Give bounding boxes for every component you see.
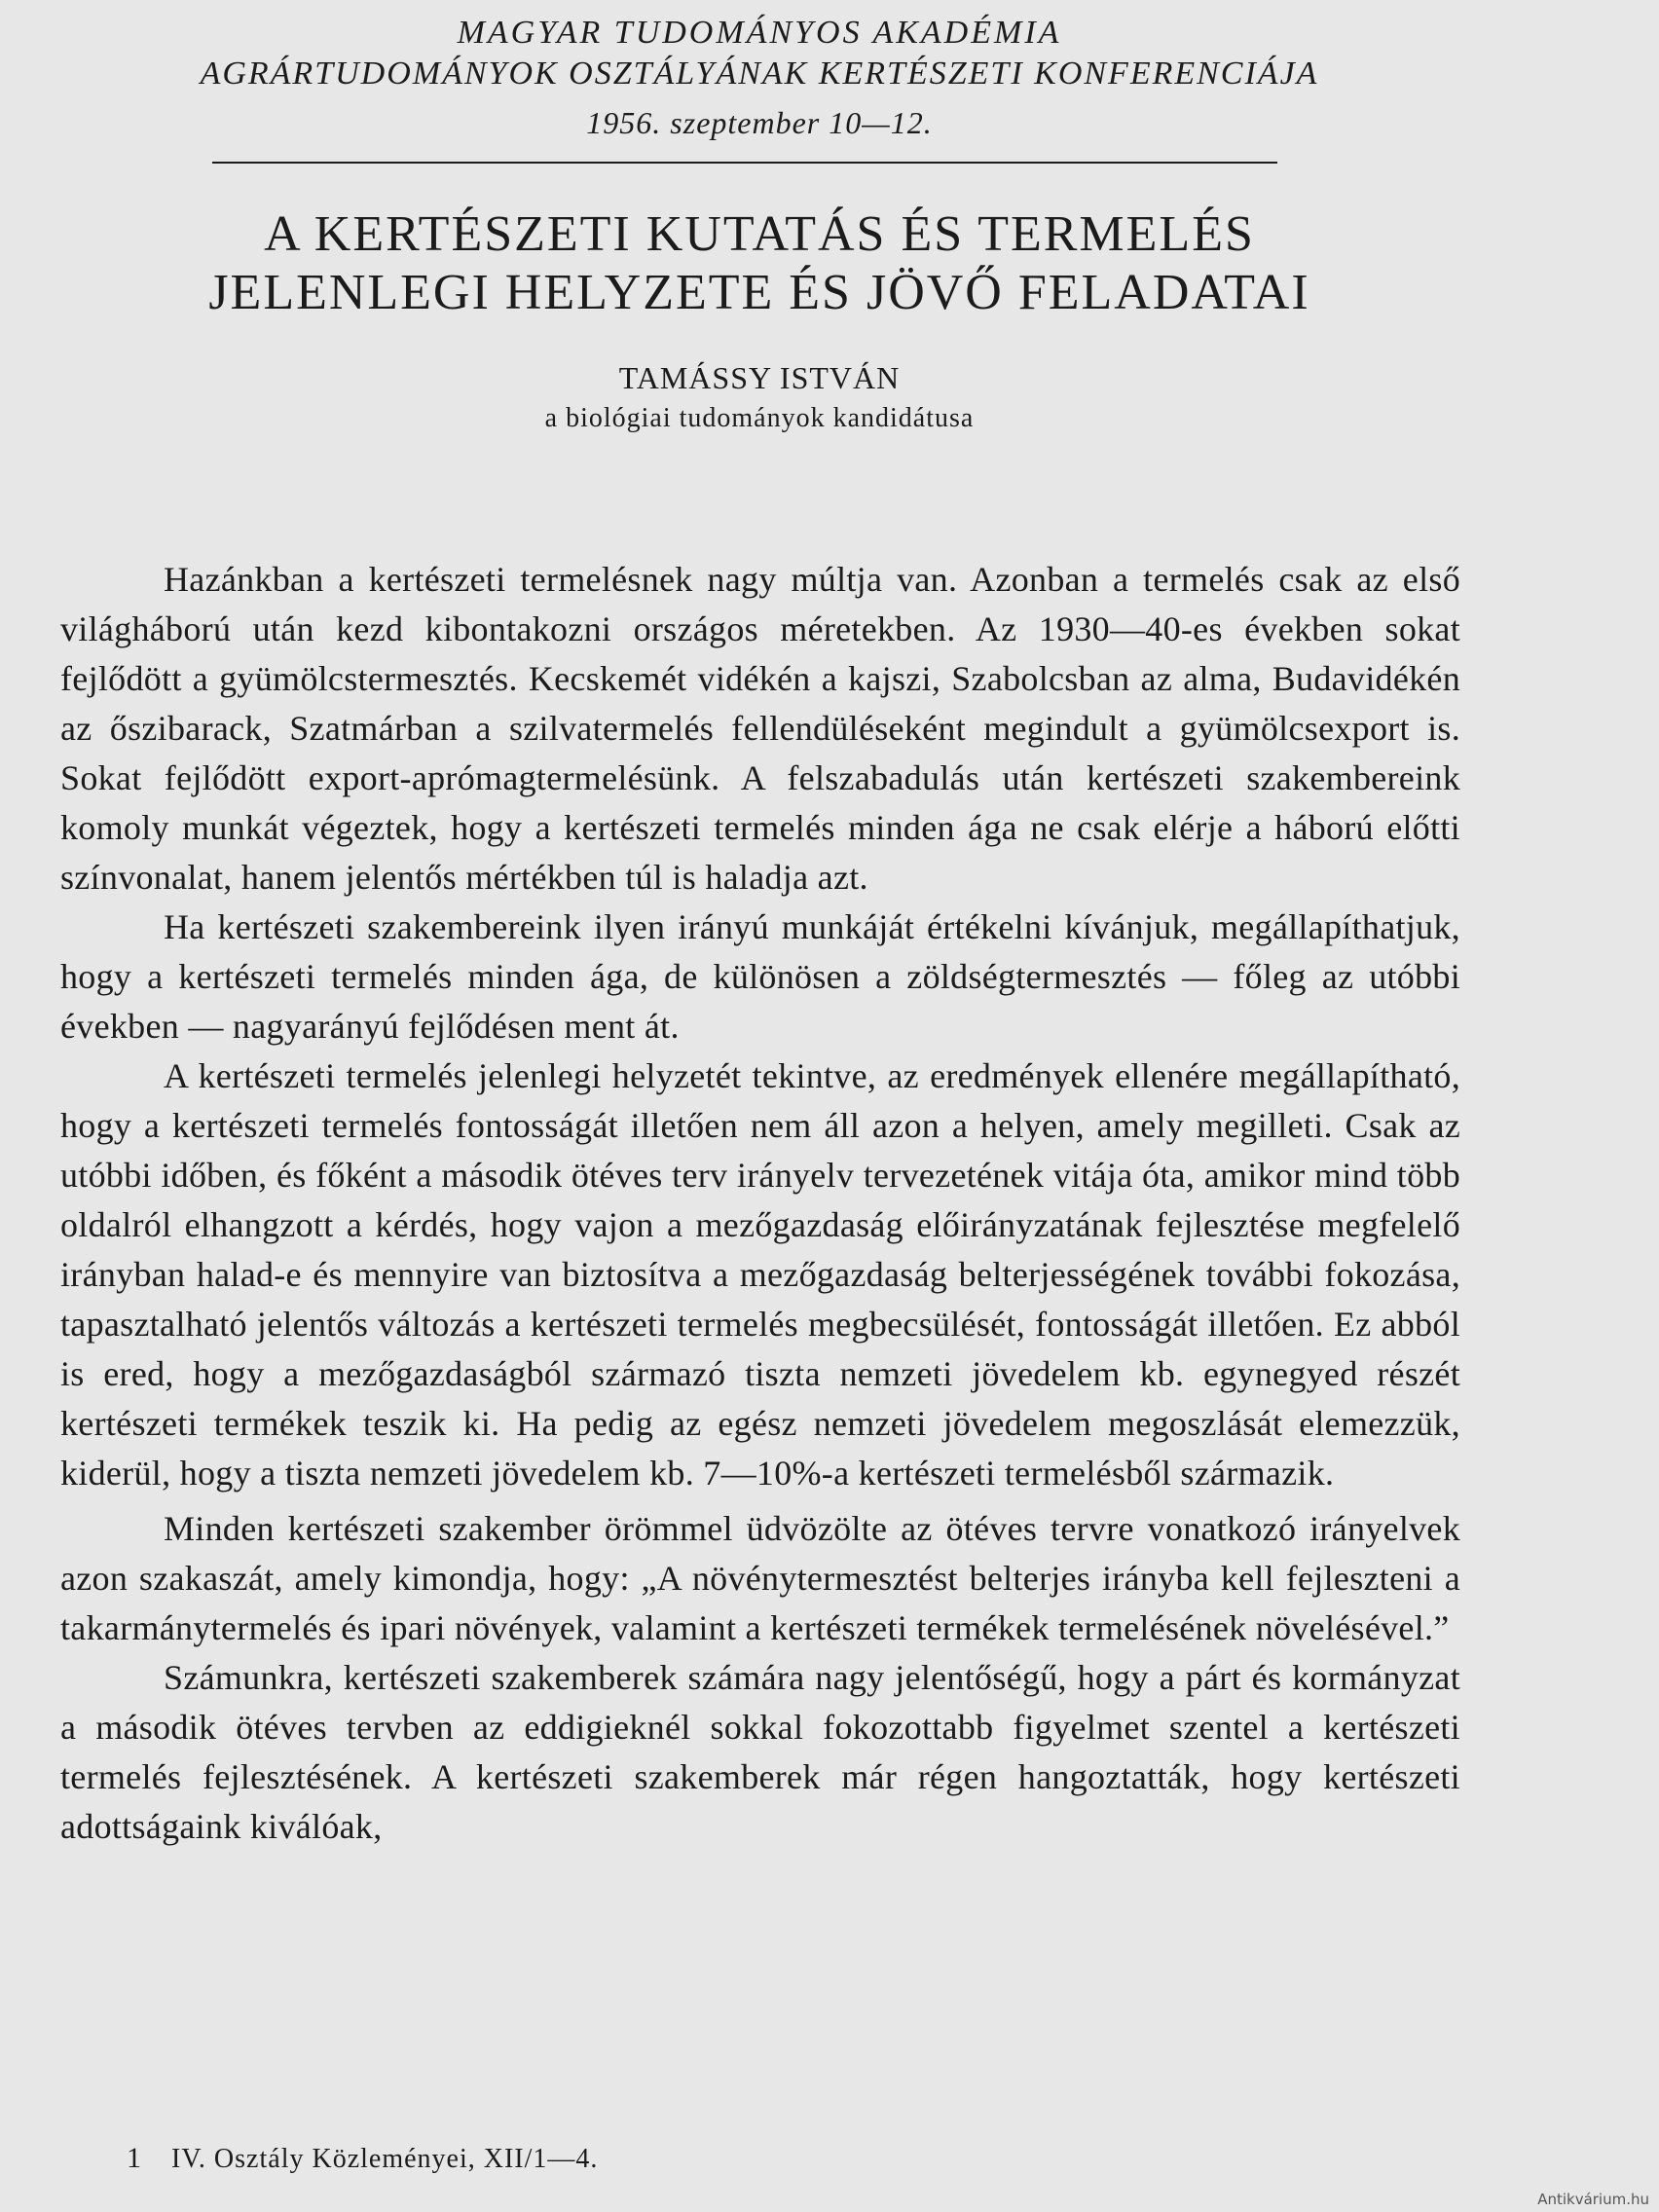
- article-title-line2: JELENLEGI HELYZETE ÉS JÖVŐ FELADATAI: [208, 265, 1310, 320]
- paragraph-2: Ha kertészeti szakembereink ilyen irányú munkáját értékelni kívánjuk, megállapíthatjuk, hogy a kertészeti termelés minden ága, de különösen a zöldségtermesztés — főleg az utóbbi években — nagyarányú fejlődésen ment át.: [60, 907, 1460, 1046]
- paragraph-3: A kertészeti termelés jelenlegi helyzetét tekintve, az eredmények ellenére megállapítható, hogy a kertészeti termelés fontosságát illetően nem áll azon a helyen, amely megilleti. Csak az utóbbi időben, és főként a második ötéves terv irányelv tervezetének vitája óta, amikor mind több oldalról elhangzott a kérdés, hogy vajon a mezőgazdaság előirányzatának fejlesztése megfelelő irányban halad-e és mennyire van biztosítva a mezőgazdaság belterjességének további fokozása, tapasztalható jelentős változás a kertészeti termelés megbecsülését, fontosságát illetően. Ez abból is ered, hogy a mezőgazdaságból származó tiszta nemzeti jövedelem kb. egynegyed részét kertészeti termékek teszik ki. Ha pedig az egész nemzeti jövedelem megoszlását elemezzük, kiderül, hogy a tiszta nemzeti jövedelem kb. 7—10%-a kertészeti termelésből származik.: [60, 1056, 1460, 1493]
- author-name: TAMÁSSY ISTVÁN: [618, 360, 901, 395]
- header-academy: MAGYAR TUDOMÁNYOS AKADÉMIA: [457, 15, 1062, 51]
- watermark: Antikvárium.hu: [1537, 2191, 1649, 2208]
- header-divider: [212, 162, 1277, 164]
- article-title-line1: A KERTÉSZETI KUTATÁS ÉS TERMELÉS: [264, 206, 1255, 262]
- paragraph-4: Minden kertészeti szakember örömmel üdvözölte az ötéves tervre vonatkozó irányelvek azon szakaszát, amely kimondja, hogy: „A növénytermesztést belterjes irányba kell fejleszteni a takarmánytermelés és ipari növények, valamint a kertészeti termékek termelésének növelésével.”: [60, 1509, 1460, 1647]
- author-role: a biológiai tudományok kandidátusa: [544, 403, 975, 433]
- footer-citation: IV. Osztály Közleményei, XII/1—4.: [171, 2144, 599, 2174]
- page-number: 1: [127, 2142, 142, 2174]
- article-body: [60, 555, 1460, 1852]
- page-footer: [127, 2142, 598, 2176]
- header-date: 1956. szeptember 10—12.: [586, 105, 933, 140]
- paragraph-5: Számunkra, kertészeti szakemberek számára nagy jelentőségű, hogy a párt és kormányzat a második ötéves tervben az eddigieknél sokkal fokozottabb figyelmet szentel a kertészeti termelés fejlesztésének. A kertészeti szakemberek már régen hangoztatták, hogy kertészeti adottságaink kiválóak,: [60, 1658, 1460, 1846]
- paragraph-1: Hazánkban a kertészeti termelésnek nagy múltja van. Azonban a termelés csak az első világháború után kezd kibontakozni országos méretekben. Az 1930—40-es években sokat fejlődött a gyümölcstermesztés. Kecskemét vidékén a kajszi, Szabolcsban az alma, Budavidékén az őszibarack, Szatmárban a szilvatermelés fellendüléseként megindult a gyümölcsexport is. Sokat fejlődött export-aprómagtermelésünk. A felszabadulás után kertészeti szakembereink komoly munkát végeztek, hogy a kertészeti termelés minden ága ne csak elérje a háború előtti színvonalat, hanem jelentős mértékben túl is haladja azt.: [60, 560, 1460, 897]
- header-conference: AGRÁRTUDOMÁNYOK OSZTÁLYÁNAK KERTÉSZETI KONFERENCIÁJA: [200, 55, 1319, 92]
